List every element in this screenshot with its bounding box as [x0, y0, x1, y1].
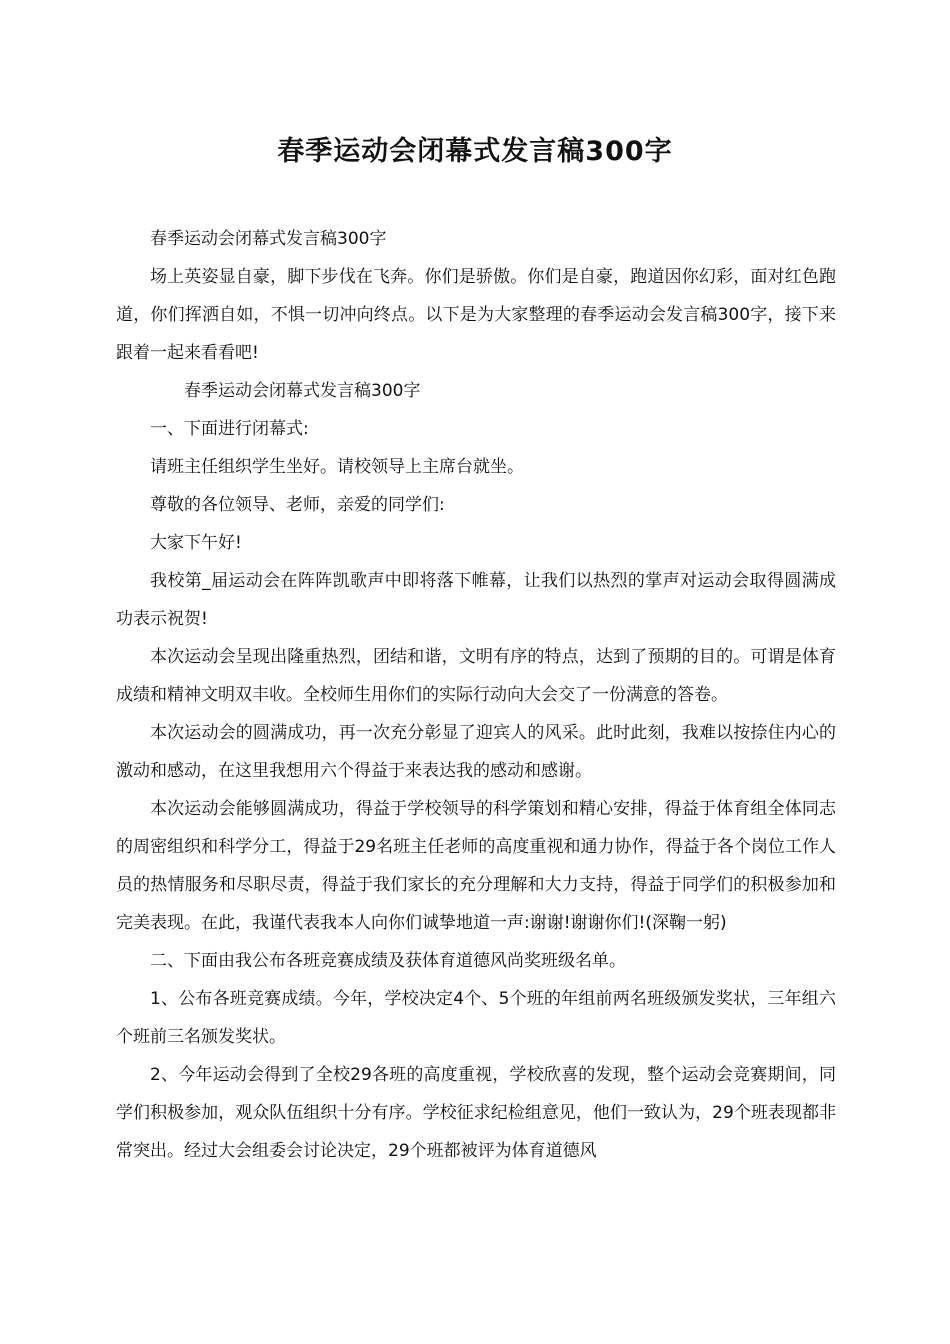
instruction-paragraph: 请班主任组织学生坐好。请校领导上主席台就坐。 — [150, 457, 524, 477]
list-item: 1、公布各班竞赛成绩。今年，学校决定4个、5个班的年组前两名班级颁发奖状，三年组六个班前三名颁发奖状。 — [116, 989, 836, 1047]
document-title: 春季运动会闭幕式发言稿300字 — [277, 136, 673, 167]
body-paragraph: 我校第_届运动会在阵阵凯歌声中即将落下帷幕，让我们以热烈的掌声对运动会取得圆满成功表示祝贺! — [116, 571, 836, 629]
body-paragraph: 本次运动会呈现出隆重热烈，团结和谐，文明有序的特点，达到了预期的目的。可谓是体育成绩和精神文明双丰收。全校师生用你们的实际行动向大会交了一份满意的答卷。 — [116, 647, 836, 705]
body-paragraph: 本次运动会能够圆满成功，得益于学校领导的科学策划和精心安排，得益于体育组全体同志的周密组织和科学分工，得益于29名班主任老师的高度重视和通力协作，得益于各个岗位工作人员的热情服务和尽职尽责，得益于我们家长的充分理解和大力支持，得益于同学们的积极参加和完美表现。在此，我谨代表我本人向你们诚挚地道一声:谢谢!谢谢你们!(深鞠一躬) — [116, 799, 836, 933]
document-body — [116, 220, 836, 1170]
list-item: 2、今年运动会得到了全校29各班的高度重视，学校欣喜的发现，整个运动会竞赛期间，同学们积极参加，观众队伍组织十分有序。学校征求纪检组意见，他们一致认为，29个班表现都非常突出。经过大会组委会讨论决定，29个班都被评为体育道德风 — [116, 1065, 836, 1161]
section-two-heading: 二、下面由我公布各班竞赛成绩及获体育道德风尚奖班级名单。 — [150, 951, 626, 971]
section-one-heading: 一、下面进行闭幕式: — [150, 419, 309, 439]
intro-paragraph: 场上英姿显自豪，脚下步伐在飞奔。你们是骄傲。你们是自豪，跑道因你幻彩，面对红色跑道，你们挥洒自如，不惧一切冲向终点。以下是为大家整理的春季运动会发言稿300字，接下来跟着一起来看看吧! — [116, 267, 836, 363]
greeting-line: 大家下午好! — [150, 533, 242, 553]
greeting-salutation: 尊敬的各位领导、老师，亲爱的同学们: — [150, 495, 445, 515]
body-paragraph: 本次运动会的圆满成功，再一次充分彰显了迎宾人的风采。此时此刻，我难以按捺住内心的激动和感动，在这里我想用六个得益于来表达我的感动和感谢。 — [116, 723, 836, 781]
subtitle-paragraph: 春季运动会闭幕式发言稿300字 — [150, 229, 387, 249]
section-heading: 春季运动会闭幕式发言稿300字 — [184, 381, 421, 401]
